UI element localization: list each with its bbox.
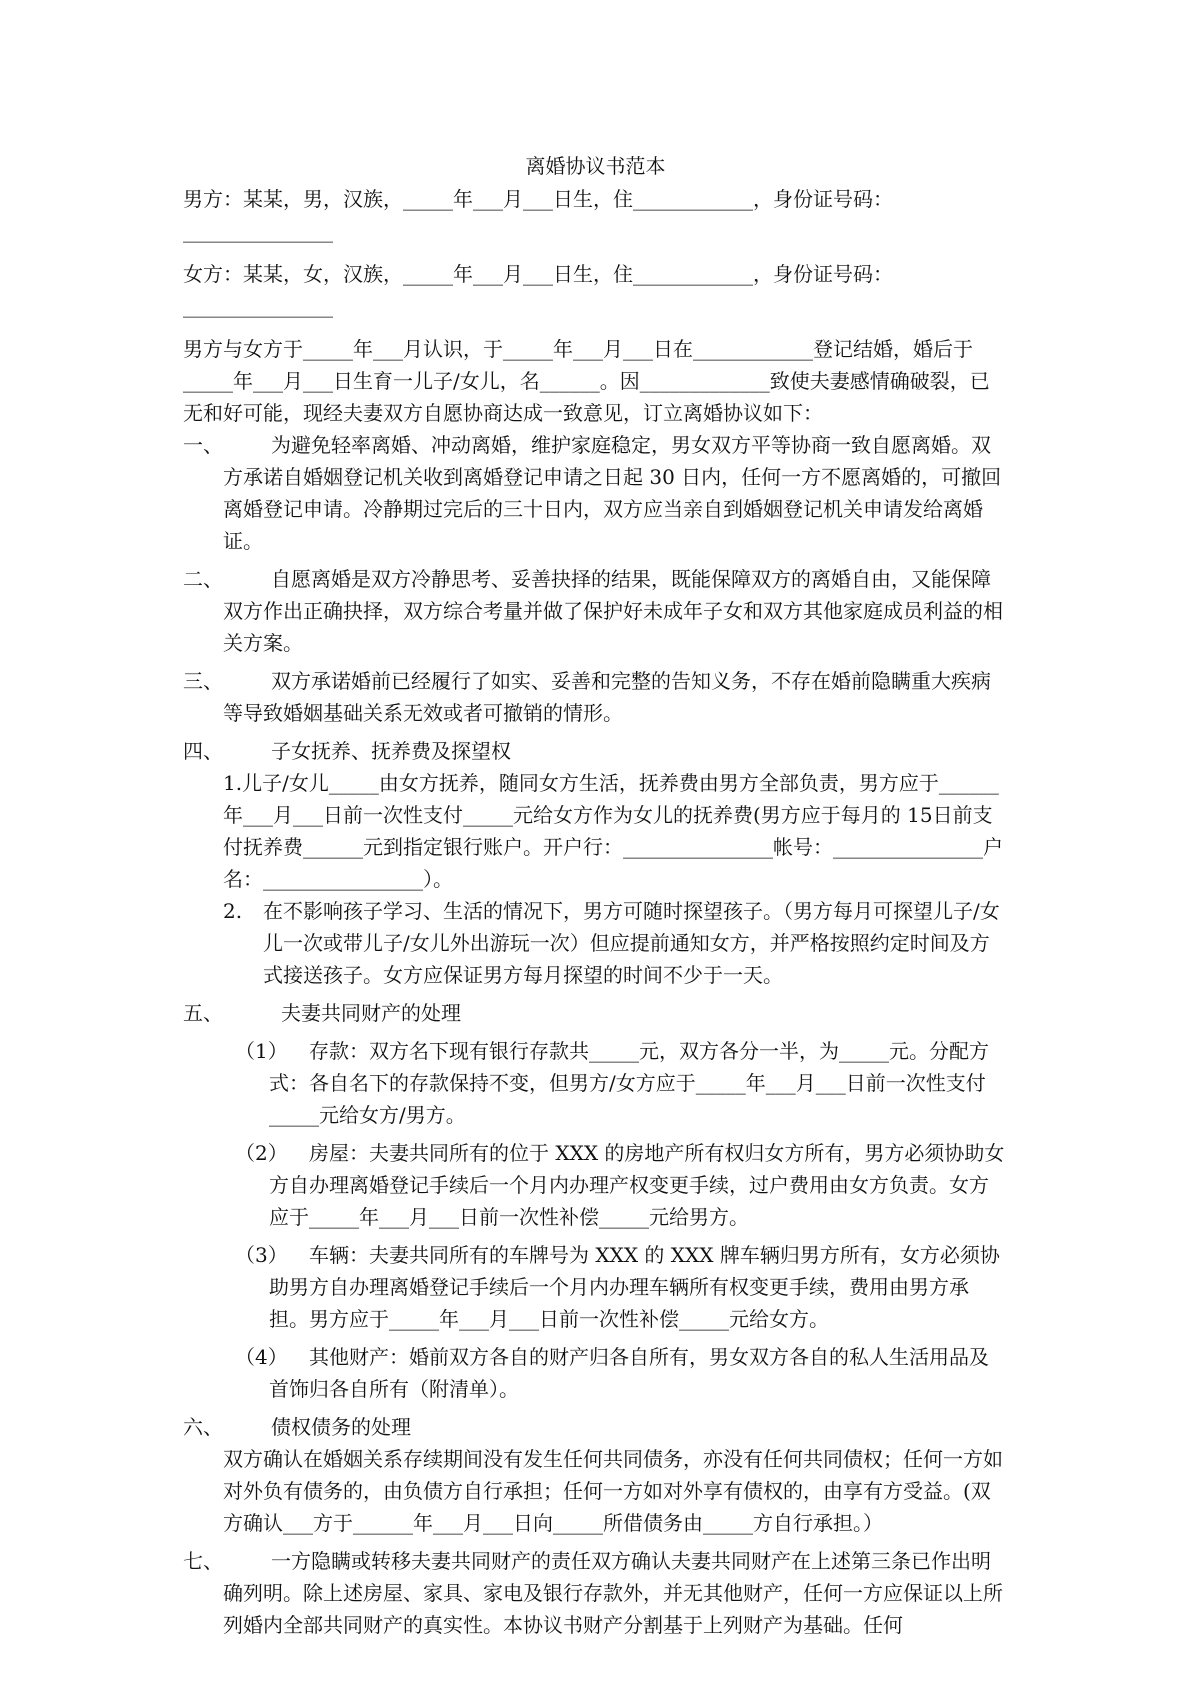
intro-paragraph: 男方与女方于_____年___月认识，于_____年___月___日在____________登记结婚，婚后于_____年___月___日生育一儿子/女儿，名______。因_____________致使夫妻感情确破裂，已无和好可能，现经夫妻双方自愿协商达成一致意见，订立离婚协议如下： — [183, 337, 990, 425]
clause-text: 双方承诺婚前已经履行了如实、妥善和完整的告知义务，不存在婚前隐瞒重大疾病等导致婚姻基础关系无效或者可撤销的情形。 — [223, 669, 991, 725]
property-text: 房屋：夫妻共同所有的位于 XXX 的房地产所有权归女方所有，男方必须协助女方自办理离婚登记手续后一个月内办理产权变更手续，过户费用由女方负责。女方应于_____年___月___日前一次性补偿_____元给男方。 — [269, 1141, 1005, 1229]
property-text: 其他财产：婚前双方各自的财产归各自所有，男女双方各自的私人生活用品及首饰归各自所有（附清单）。 — [269, 1345, 989, 1401]
clause-number: 三、 — [183, 669, 223, 693]
child-item-2 — [223, 895, 1008, 991]
clause-6 — [183, 1411, 1008, 1539]
clause-7 — [183, 1545, 1008, 1641]
clause-number: 一、 — [183, 433, 223, 457]
clause-text: 债权债务的处理 — [271, 1415, 411, 1439]
clause-text: 为避免轻率离婚、冲动离婚，维护家庭稳定，男女双方平等协商一致自愿离婚。双方承诺自婚姻登记机关收到离婚登记申请之日起 30 日内，任何一方不愿离婚的，可撤回离婚登记申请。冷静期过完后的三十日内，双方应当亲自到婚姻登记机关申请发给离婚证。 — [223, 433, 1002, 553]
child-item-1: 1.儿子/女儿_____由女方抚养，随同女方生活，抚养费由男方全部负责，男方应于______年___月___日前一次性支付_____元给女方作为女儿的抚养费(男方应于每月的 15日前支付抚养费______元到指定银行账户。开户行：_______________帐号：_______________户名：________________）。 — [223, 771, 1003, 891]
property-item-3 — [183, 1239, 1008, 1335]
clause-text: 自愿离婚是双方冷静思考、妥善抉择的结果，既能保障双方的离婚自由，又能保障双方作出正确抉择，双方综合考量并做了保护好未成年子女和双方其他家庭成员利益的相关方案。 — [223, 567, 1003, 655]
property-number: （3） — [235, 1243, 288, 1267]
property-item-1 — [183, 1035, 1008, 1131]
document-body — [183, 150, 1008, 1647]
document-title: 离婚协议书范本 — [525, 154, 666, 178]
clause-number: 六、 — [183, 1415, 223, 1439]
clause-number: 四、 — [183, 739, 223, 763]
clause-text: 一方隐瞒或转移夫妻共同财产的责任双方确认夫妻共同财产在上述第三条已作出明确列明。除上述房屋、家具、家电及银行存款外，并无其他财产，任何一方应保证以上所列婚内全部共同财产的真实性。本协议书财产分割基于上列财产为基础。任何 — [223, 1549, 1003, 1637]
property-item-4 — [183, 1341, 1008, 1405]
clause-number: 七、 — [183, 1549, 223, 1573]
clause-3 — [183, 665, 1008, 729]
party-female: 女方：某某，女，汉族，_____年___月___日生，住____________，身份证号码：_______________ — [183, 262, 893, 318]
clause-5 — [183, 997, 1008, 1029]
clause-4 — [183, 735, 1008, 991]
clause-1 — [183, 429, 1008, 557]
clause-text: 夫妻共同财产的处理 — [281, 1001, 461, 1025]
clause-number: 二、 — [183, 567, 223, 591]
property-number: （4） — [235, 1345, 288, 1369]
property-number: （2） — [235, 1141, 288, 1165]
property-text: 存款：双方名下现有银行存款共_____元，双方各分一半，为_____元。分配方式：各自名下的存款保持不变，但男方/女方应于_____年___月___日前一次性支付_____元给女方/男方。 — [269, 1039, 989, 1127]
party-male: 男方：某某，男，汉族，_____年___月___日生，住____________，身份证号码：_______________ — [183, 187, 893, 243]
child-item-2-text: 在不影响孩子学习、生活的情况下，男方可随时探望孩子。（男方每月可探望儿子/女儿一次或带儿子/女儿外出游玩一次）但应提前通知女方，并严格按照约定时间及方式接送孩子。女方应保证男方每月探望的时间不少于一天。 — [263, 899, 1000, 987]
property-item-2 — [183, 1137, 1008, 1233]
clause-text: 子女抚养、抚养费及探望权 — [271, 739, 511, 763]
child-item-2-number: 2. — [223, 899, 243, 923]
clause-number: 五、 — [183, 1001, 223, 1025]
debt-paragraph: 双方确认在婚姻关系存续期间没有发生任何共同债务，亦没有任何共同债权；任何一方如对外负有债务的，由负债方自行承担；任何一方如对外享有债权的，由享有方受益。(双方确认___方于______年___月___日向_____所借债务由_____方自行承担。） — [223, 1447, 1003, 1535]
clause-2 — [183, 563, 1008, 659]
property-text: 车辆：夫妻共同所有的车牌号为 XXX 的 XXX 牌车辆归男方所有，女方必须协助男方自办理离婚登记手续后一个月内办理车辆所有权变更手续，费用由男方承担。男方应于_____年___月___日前一次性补偿_____元给女方。 — [269, 1243, 1000, 1331]
property-number: （1） — [235, 1039, 288, 1063]
